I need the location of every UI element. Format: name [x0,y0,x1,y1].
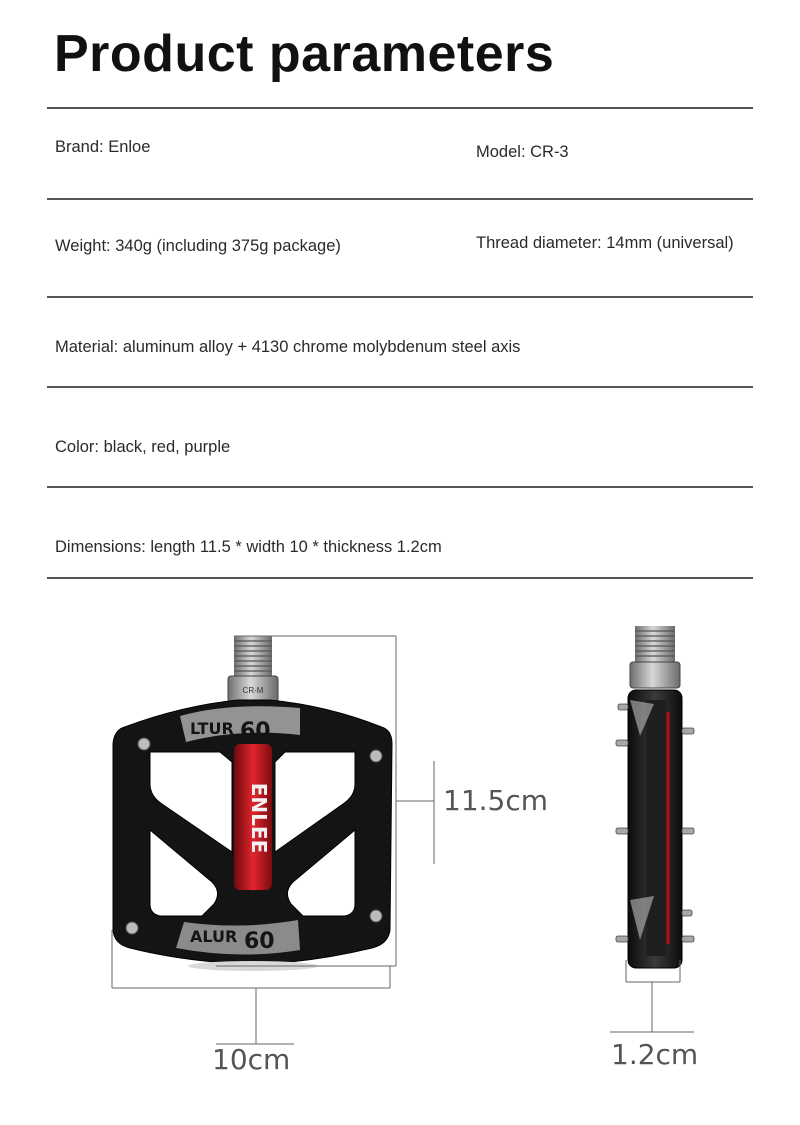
weight-text: Weight: 340g (including 375g package) [55,237,341,255]
svg-text:60: 60 [240,719,271,744]
pedal-front-view [113,636,392,971]
height-dimension-label: 11.5cm [443,784,549,817]
color-text: Color: black, red, purple [55,438,231,456]
page-title: Product parameters [54,25,555,83]
svg-text:60: 60 [244,929,275,954]
width-dimension-label: 10cm [212,1043,291,1076]
dimensions-text: Dimensions: length 11.5 * width 10 * thickness 1.2cm [55,538,442,556]
model-text: Model: CR-3 [476,143,569,161]
axle-logo: ENLEE [247,782,271,854]
thickness-dimension-label: 1.2cm [611,1038,699,1071]
dimension-lines-side [610,960,694,1032]
svg-text:ALUR: ALUR [190,927,238,946]
svg-text:LTUR: LTUR [190,719,234,738]
pedal-side-view [616,626,694,968]
material-text: Material: aluminum alloy + 4130 chrome molybdenum steel axis [55,338,521,356]
thread-text: Thread diameter: 14mm (universal) [476,234,734,252]
brand-text: Brand: Enloe [55,138,151,156]
axle-stamp: CR-M [242,686,264,695]
